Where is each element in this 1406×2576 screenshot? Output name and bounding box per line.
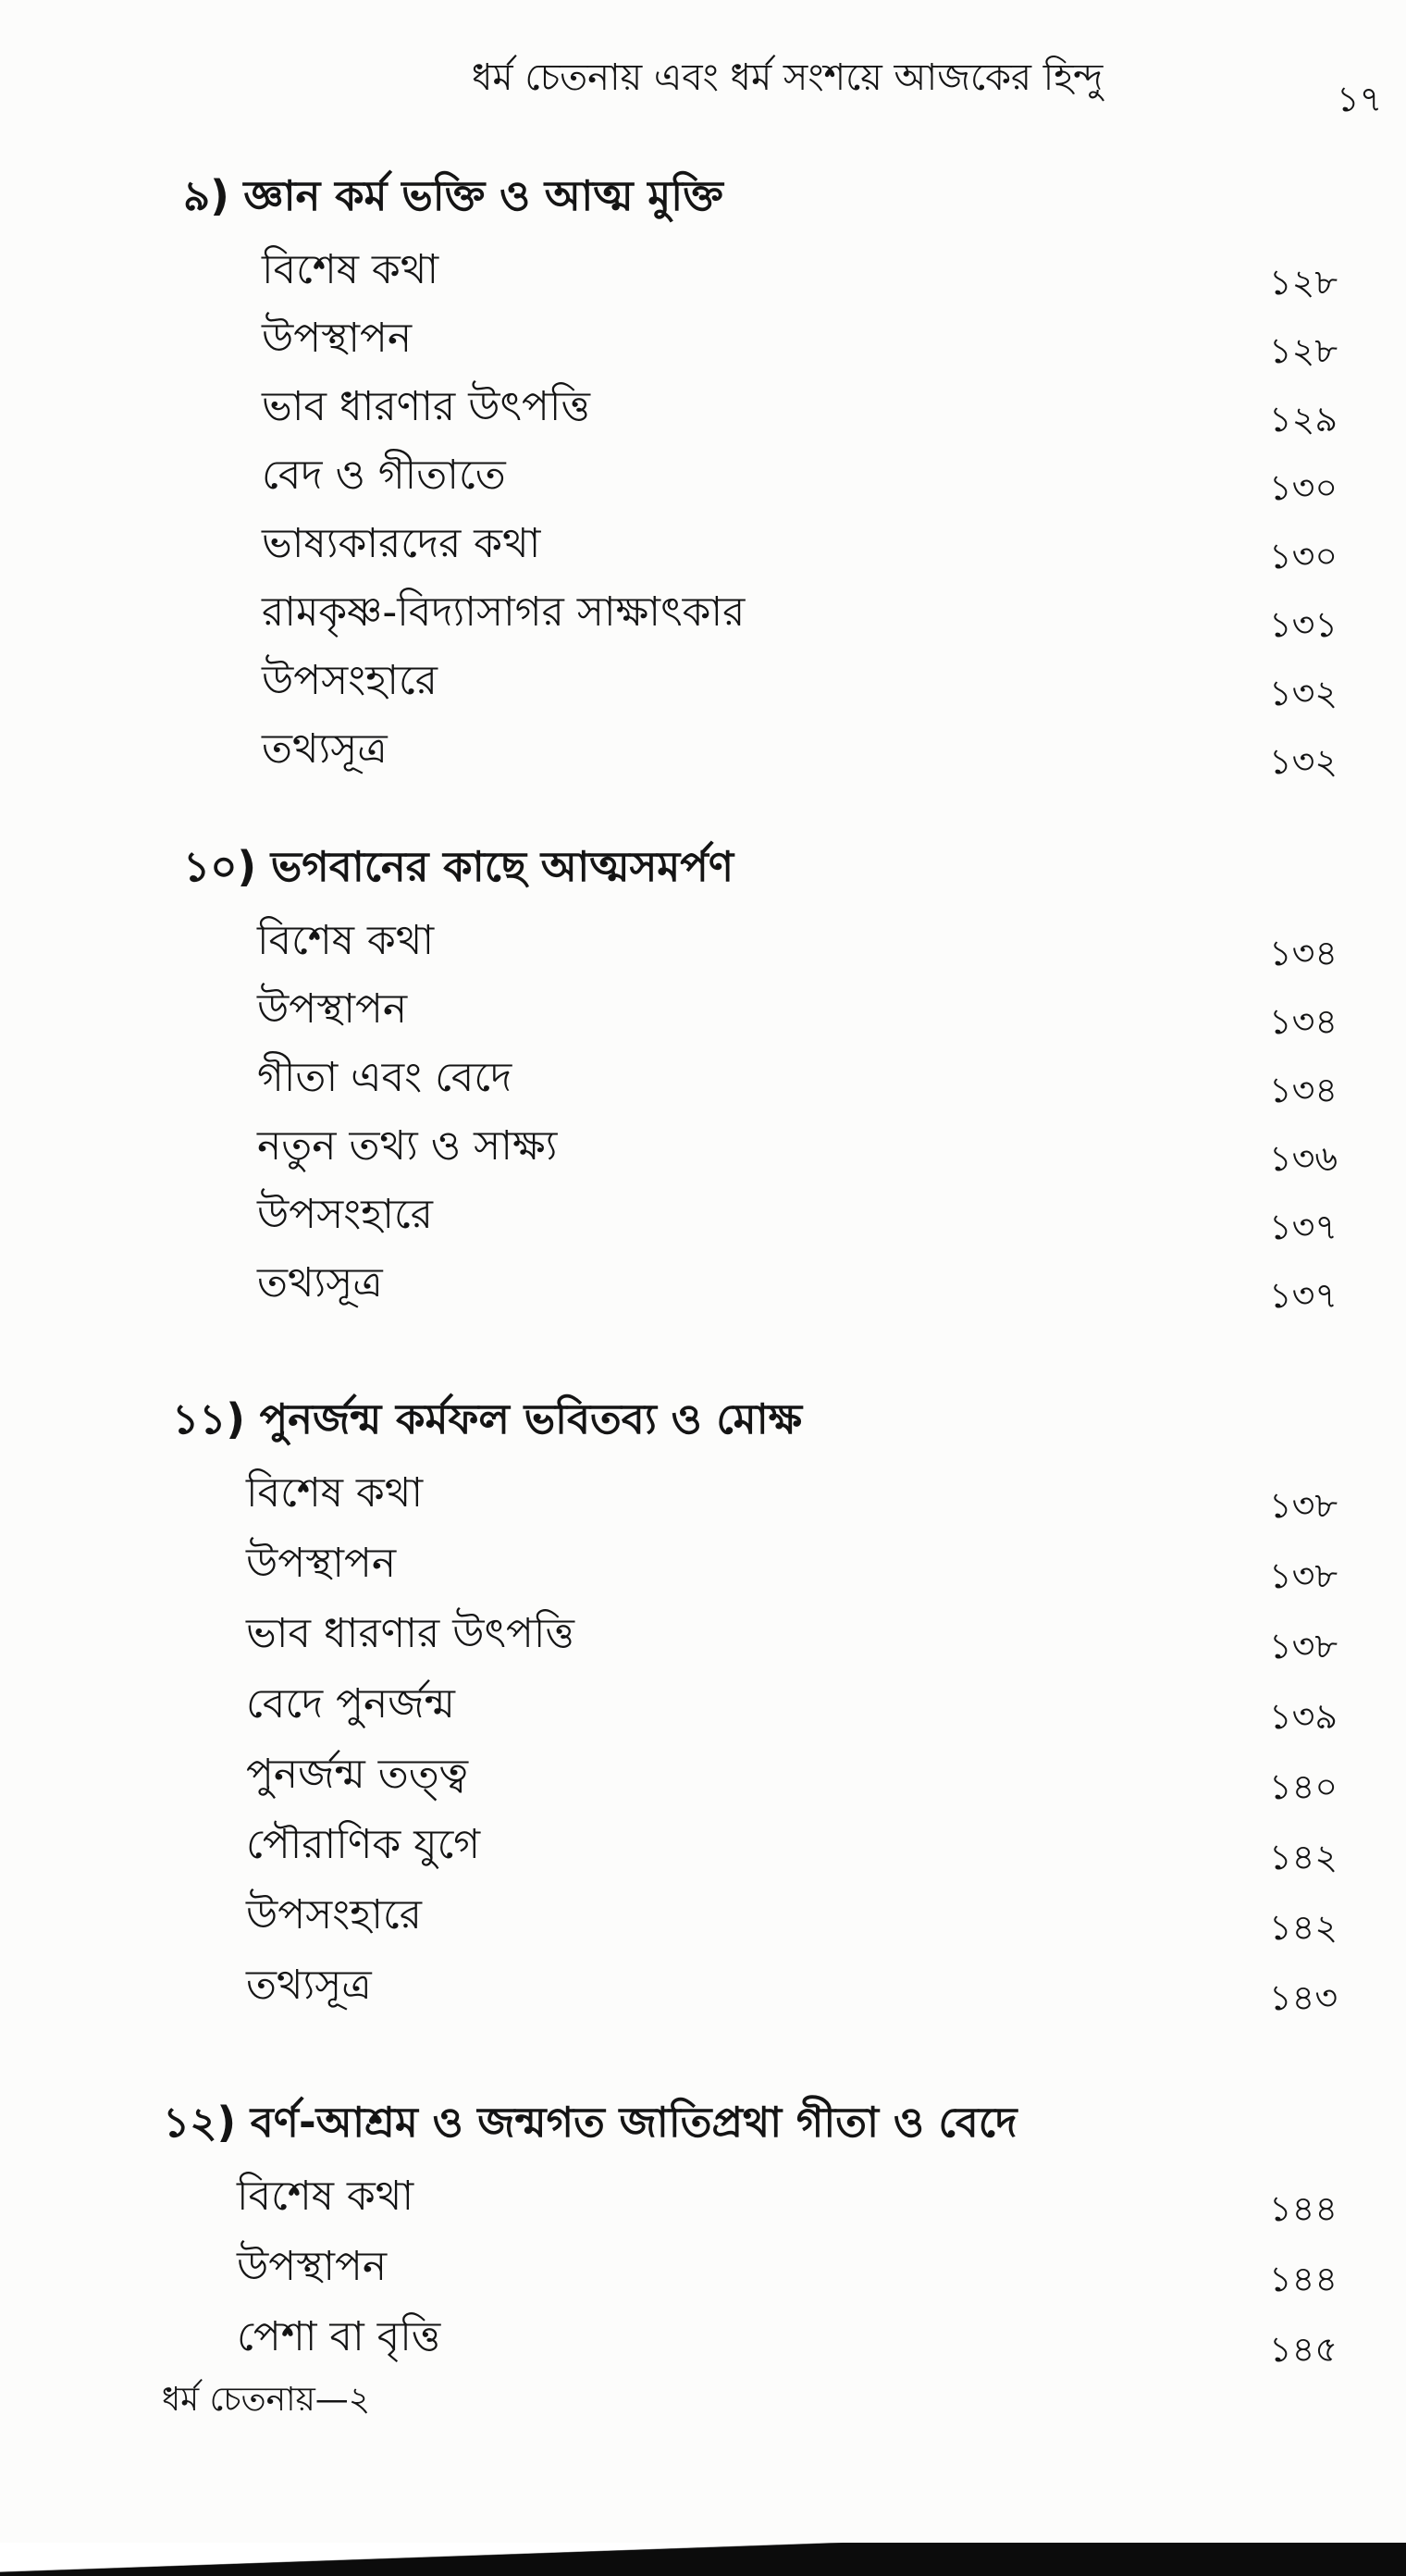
- entry-page-number: ১৩২: [1269, 741, 1338, 782]
- entry-title: নতুন তথ্য ও সাক্ষ্য: [257, 1122, 558, 1170]
- entry-page-number: ১৪০: [1269, 1766, 1338, 1807]
- toc-entry: [0, 1814, 1406, 1882]
- entry-page-number: ১৩১: [1269, 604, 1338, 645]
- entry-page-number: ১৩৪: [1269, 1001, 1338, 1042]
- entry-page-number: ১৩৪: [1269, 933, 1338, 973]
- entry-page-number: ১৩৯: [1269, 1696, 1338, 1737]
- toc-entry: [0, 1462, 1406, 1530]
- entry-title: তথ্যসূত্র: [257, 1259, 383, 1307]
- entry-page-number: ১৩৮: [1269, 1485, 1338, 1526]
- toc-entry: [0, 1183, 1406, 1252]
- entry-title: উপস্থাপন: [246, 1540, 397, 1587]
- footer-signature: ধর্ম চেতনায়—২: [162, 2381, 371, 2419]
- toc-entry: [0, 1252, 1406, 1320]
- entry-title: পুনর্জন্ম তত্ত্ব: [246, 1751, 469, 1798]
- toc-entry: [0, 1673, 1406, 1741]
- toc-entry: [0, 2306, 1406, 2374]
- entry-page-number: ১৩৪: [1269, 1070, 1338, 1110]
- toc-entry: [0, 444, 1406, 513]
- entry-page-number: ১৪৪: [1269, 2259, 1338, 2299]
- toc-entry: [0, 513, 1406, 581]
- toc-entry: [0, 1046, 1406, 1115]
- entry-page-number: ১৩০: [1269, 536, 1338, 576]
- entry-title: রামকৃষ্ণ-বিদ্যাসাগর সাক্ষাৎকার: [262, 588, 746, 636]
- toc-entry: [0, 2235, 1406, 2304]
- toc-entry: [0, 1743, 1406, 1812]
- entry-title: পৌরাণিক যুগে: [246, 1821, 481, 1868]
- entry-page-number: ১৪৩: [1269, 1977, 1338, 2018]
- entry-title: উপস্থাপন: [237, 2243, 388, 2290]
- entry-title: বেদে পুনর্জন্ম: [246, 1680, 455, 1728]
- toc-entry: [0, 2165, 1406, 2234]
- entry-title: বিশেষ কথা: [262, 246, 439, 293]
- page-number: ১৭: [1337, 79, 1383, 119]
- entry-page-number: ১২৯: [1269, 399, 1338, 440]
- entry-page-number: ১৩৮: [1269, 1555, 1338, 1596]
- entry-page-number: ১৩২: [1269, 673, 1338, 713]
- entry-page-number: ১৩৬: [1269, 1138, 1338, 1179]
- toc-entry: [0, 307, 1406, 376]
- toc-entry: [0, 239, 1406, 307]
- entry-title: গীতা এবং বেদে: [257, 1054, 512, 1101]
- entry-title: তথ্যসূত্র: [246, 1962, 372, 2009]
- toc-entry: [0, 1115, 1406, 1183]
- entry-page-number: ১৪৪: [1269, 2188, 1338, 2229]
- toc-entry: [0, 1532, 1406, 1601]
- entry-title: তথ্যসূত্র: [262, 725, 388, 773]
- toc-entry: [0, 376, 1406, 444]
- entry-title: বিশেষ কথা: [246, 1469, 424, 1517]
- entry-title: বিশেষ কথা: [257, 917, 435, 964]
- toc-entry: [0, 650, 1406, 718]
- entry-title: বেদ ও গীতাতে: [262, 452, 506, 499]
- scan-edge-shadow: [0, 2543, 1406, 2576]
- toc-entry: [0, 1603, 1406, 1671]
- entry-title: উপসংহারে: [262, 657, 438, 704]
- entry-page-number: ১৩৭: [1269, 1207, 1338, 1247]
- entry-page-number: ১৪২: [1269, 1907, 1338, 1948]
- running-header: ধর্ম চেতনায় এবং ধর্ম সংশয়ে আজকের হিন্দু: [472, 56, 1104, 99]
- toc-entry: [0, 718, 1406, 786]
- toc-entry: [0, 978, 1406, 1046]
- section-heading: ১২) বর্ণ-আশ্রম ও জন্মগত জাতিপ্রথা গীতা ও বেদে: [163, 2098, 1018, 2147]
- entry-title: ভাব ধারণার উৎপত্তি: [246, 1610, 574, 1657]
- entry-page-number: ১২৮: [1269, 330, 1338, 371]
- entry-title: উপসংহারে: [246, 1891, 422, 1938]
- entry-page-number: ১৩০: [1269, 467, 1338, 508]
- entry-page-number: ১৪৫: [1269, 2329, 1338, 2370]
- toc-entry: [0, 1954, 1406, 2023]
- section-heading: ১১) পুনর্জন্ম কর্মফল ভবিতব্য ও মোক্ষ: [172, 1394, 803, 1443]
- entry-title: ভাষ্যকারদের কথা: [262, 520, 541, 567]
- entry-title: ভাব ধারণার উৎপত্তি: [262, 383, 590, 430]
- entry-title: উপসংহারে: [257, 1191, 433, 1238]
- entry-page-number: ১২৮: [1269, 262, 1338, 303]
- entry-title: বিশেষ কথা: [237, 2173, 414, 2220]
- section-heading: ৯) জ্ঞান কর্ম ভক্তি ও আত্ম মুক্তি: [183, 171, 723, 220]
- entry-title: উপস্থাপন: [262, 315, 413, 362]
- toc-entry: [0, 910, 1406, 978]
- entry-title: উপস্থাপন: [257, 985, 408, 1033]
- entry-page-number: ১৩৭: [1269, 1275, 1338, 1316]
- toc-entry: [0, 581, 1406, 650]
- entry-page-number: ১৪২: [1269, 1837, 1338, 1877]
- section-heading: ১০) ভগবানের কাছে আত্মসমর্পণ: [183, 842, 734, 891]
- entry-page-number: ১৩৮: [1269, 1626, 1338, 1666]
- entry-title: পেশা বা বৃত্তি: [237, 2313, 441, 2360]
- toc-entry: [0, 1884, 1406, 1952]
